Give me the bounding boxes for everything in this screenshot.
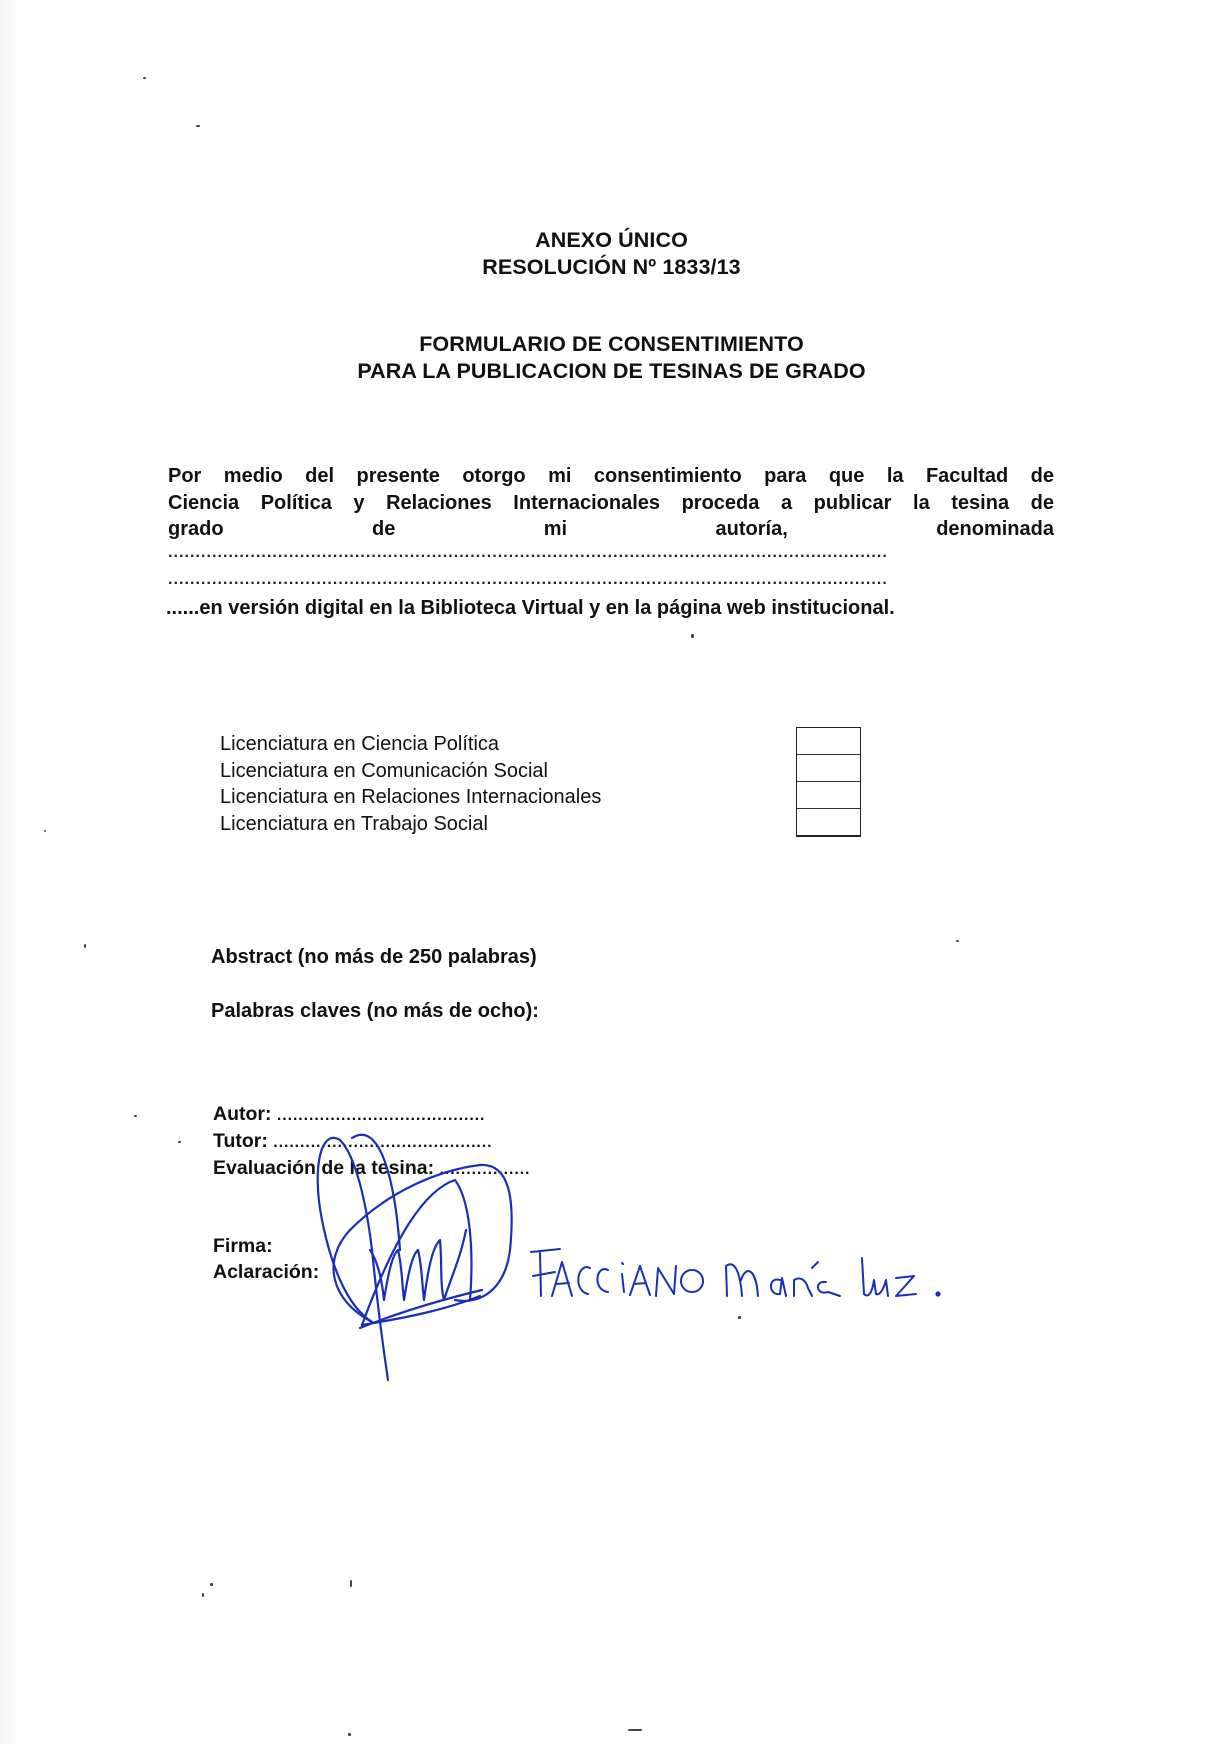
- scan-speck: [956, 940, 959, 942]
- degree-options-list: [220, 731, 601, 838]
- keywords-label: Palabras claves (no más de ocho):: [211, 1000, 539, 1022]
- scan-speck: [210, 1583, 213, 1586]
- degree-checkbox-group: [796, 727, 861, 837]
- word: denominada: [936, 518, 1054, 541]
- consent-paragraph: [168, 463, 1054, 543]
- annex-title: ANEXO ÚNICO: [535, 228, 688, 252]
- abstract-label: Abstract (no más de 250 palabras): [211, 946, 537, 968]
- scan-speck: [202, 1593, 204, 1597]
- scan-speck: [628, 1729, 642, 1731]
- word: grado: [168, 518, 224, 541]
- tutor-field: [213, 1130, 492, 1153]
- checkbox-ciencia-politica[interactable]: [797, 728, 860, 755]
- tutor-input[interactable]: .........................................: [273, 1134, 493, 1151]
- signature-letters-stroke: [370, 1230, 466, 1300]
- scan-speck: [178, 1141, 181, 1143]
- consent-line-1: Por medio del presente otorgo mi consentimiento para que la Facultad de: [168, 465, 1054, 487]
- checkbox-comunicacion-social[interactable]: [797, 755, 860, 782]
- scan-speck: [44, 830, 46, 832]
- author-field: [213, 1103, 485, 1126]
- signature-inner-slash: [362, 1180, 471, 1325]
- signature-label: Firma:: [213, 1235, 273, 1257]
- scan-speck: [134, 1115, 137, 1117]
- scan-speck: [143, 77, 146, 79]
- consent-line-end: ......en versión digital en la Biblioteca Virtual y en la página web institucional.: [166, 597, 895, 619]
- word: mi: [543, 518, 568, 541]
- resolution-number: RESOLUCIÓN Nº 1833/13: [482, 255, 741, 279]
- degree-option-label: Licenciatura en Relaciones Internacionales: [220, 786, 602, 809]
- degree-option-label: Licenciatura en Trabajo Social: [220, 813, 488, 836]
- thesis-title-blank-2[interactable]: ...................................................................................................................................: [168, 571, 888, 588]
- word: autoría,: [715, 518, 788, 541]
- checkbox-trabajo-social[interactable]: [797, 809, 860, 835]
- word: de: [371, 518, 396, 541]
- clarification-value: [527, 1262, 810, 1294]
- scan-speck: [196, 125, 200, 127]
- signature-main-stroke: [334, 1165, 512, 1322]
- signature-underline-stroke: [360, 1290, 482, 1328]
- scan-speck: [738, 1316, 741, 1319]
- degree-option-label: Licenciatura en Comunicación Social: [220, 759, 548, 782]
- degree-option-label: Licenciatura en Ciencia Política: [220, 733, 500, 755]
- scan-speck: [84, 944, 86, 948]
- evaluation-input[interactable]: .................: [439, 1161, 531, 1178]
- consent-line-3: [168, 516, 1054, 543]
- clarification-label: Aclaración:: [213, 1261, 320, 1283]
- checkbox-relaciones-internacionales[interactable]: [797, 782, 860, 809]
- evaluation-field: [213, 1157, 530, 1180]
- consent-line-2: Ciencia Política y Relaciones Internacionales proceda a publicar la tesina de: [168, 491, 1054, 514]
- form-title-line-1: FORMULARIO DE CONSENTIMIENTO: [419, 332, 804, 356]
- tutor-label: Tutor:: [213, 1130, 268, 1152]
- thesis-title-blank-1[interactable]: ...................................................................................................................................: [168, 544, 888, 561]
- evaluation-label: Evaluación de la tesina:: [213, 1157, 435, 1179]
- author-label: Autor:: [213, 1103, 272, 1125]
- scan-speck: [350, 1580, 352, 1587]
- scan-speck: [691, 634, 694, 638]
- author-input[interactable]: .......................................: [276, 1107, 486, 1124]
- scan-speck: [348, 1733, 351, 1736]
- form-title-line-2: PARA LA PUBLICACION DE TESINAS DE GRADO: [357, 359, 866, 383]
